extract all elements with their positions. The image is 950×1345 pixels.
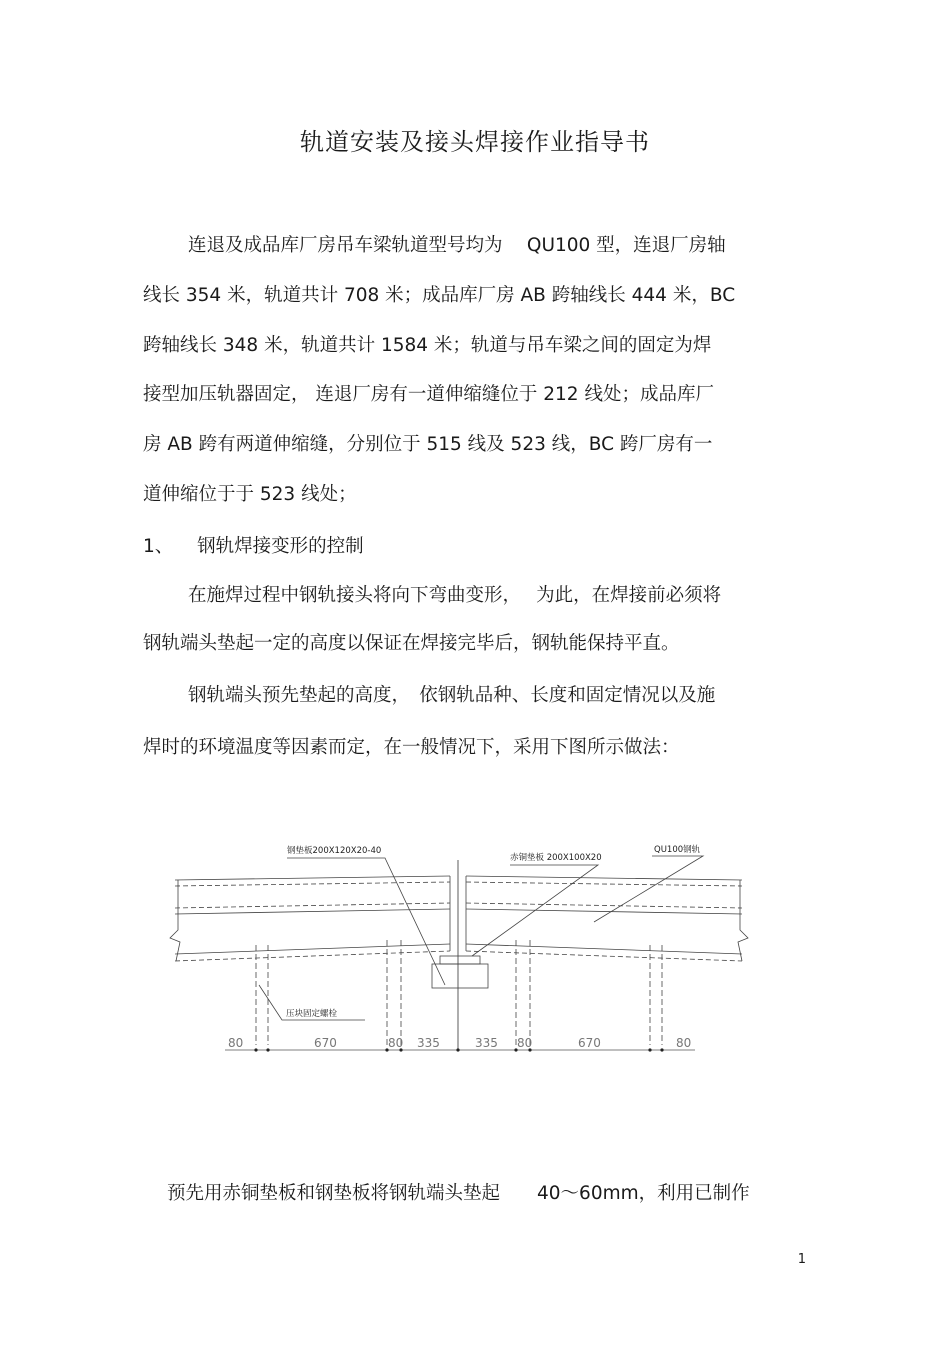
dim-label: 80 (676, 1036, 692, 1050)
para-line: 钢轨端头预先垫起的高度， 依钢轨品种、长度和固定情况以及施 (188, 685, 716, 706)
section-heading (143, 532, 364, 558)
page-number: 1 (797, 1252, 806, 1267)
intro-line: 线长 354 米，轨道共计 708 米；成品库厂房 AB 跨轴线长 444 米，BC (143, 285, 736, 306)
right-rail-top-edge (466, 876, 742, 880)
left-rail-web-line (175, 909, 450, 914)
right-rail-top-line (466, 882, 742, 886)
left-rail-break (170, 880, 180, 961)
dim-label: 80 (517, 1036, 533, 1050)
rail-joint-diagram (0, 830, 950, 1070)
para-line: 焊时的环境温度等因素而定，在一般情况下，采用下图所示做法： (143, 737, 680, 758)
intro-line: 接型加压轨器固定， 连退厂房有一道伸缩缝位于 212 线处；成品库厂 (143, 384, 714, 405)
dim-label: 670 (314, 1036, 337, 1050)
right-rail-break (738, 880, 748, 961)
section-title: 钢轨焊接变形的控制 (197, 536, 364, 557)
left-rail-mid-line (175, 903, 450, 908)
intro-line: 房 AB 跨有两道伸缩缝，分别位于 515 线及 523 线，BC 跨厂房有一 (143, 434, 713, 455)
intro-line: 道伸缩位于于 523 线处； (143, 484, 357, 505)
dim-label: 80 (388, 1036, 404, 1050)
bolt-label: 压块固定螺栓 (286, 1009, 338, 1019)
dim-label: 80 (228, 1036, 244, 1050)
left-rail-top-edge (175, 876, 450, 880)
continuation-line: 预先用赤铜垫板和钢垫板将钢轨端头垫起 40～60mm，利用已制作 (167, 1183, 750, 1204)
copper-pad (440, 956, 480, 964)
dim-label: 335 (417, 1036, 440, 1050)
intro-line: 跨轴线长 348 米，轨道共计 1584 米；轨道与吊车梁之间的固定为焊 (143, 335, 712, 356)
right-rail-web-line (466, 909, 742, 914)
para-line: 在施焊过程中钢轨接头将向下弯曲变形， 为此，在焊接前必须将 (188, 585, 722, 606)
copper-pad-leader (472, 865, 598, 956)
rail-label: QU100钢轨 (654, 845, 701, 855)
dim-label: 335 (475, 1036, 498, 1050)
copper-pad-label: 赤铜垫板 200X100X20 (510, 853, 602, 863)
document-title: 轨道安装及接头焊接作业指导书 (300, 128, 650, 156)
section-number: 1、 (143, 536, 174, 557)
right-rail-mid-line (466, 903, 742, 908)
left-rail-top-line (175, 882, 450, 886)
para-line: 钢轨端头垫起一定的高度以保证在焊接完毕后，钢轨能保持平直。 (143, 633, 680, 654)
steel-pad-label: 钢垫板200X120X20-40 (287, 846, 382, 856)
intro-line: 连退及成品库厂房吊车梁轨道型号均为 QU100 型，连退厂房轴 (188, 235, 726, 256)
dim-label: 670 (578, 1036, 601, 1050)
